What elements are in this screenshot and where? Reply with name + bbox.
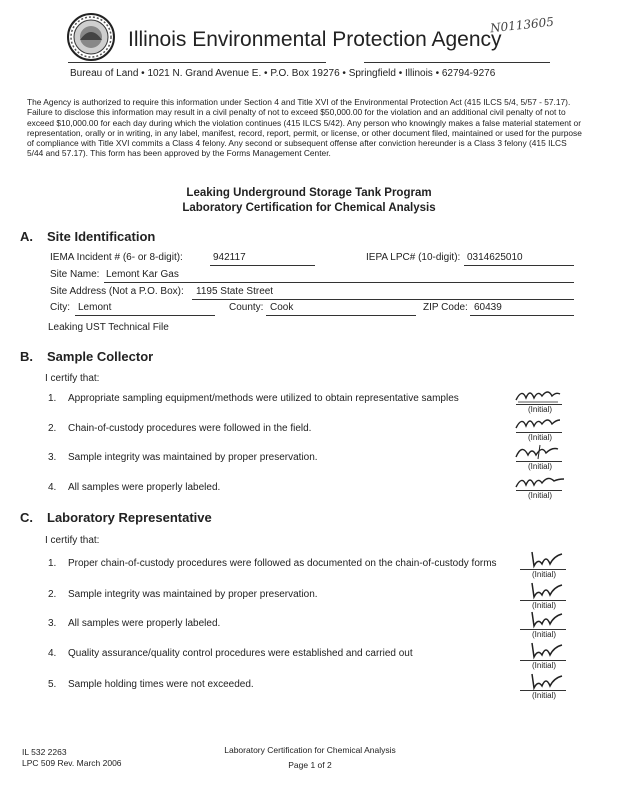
collector-item-number: 3. [48,452,57,463]
initial-label: (Initial) [532,601,557,610]
lab-item-number: 5. [48,679,57,690]
initial-label: (Initial) [532,661,557,670]
lab-item-text: Sample holding times were not exceeded. [68,679,254,690]
initial-label: (Initial) [532,570,557,579]
lab-item-text: Proper chain-of-custody procedures were followed as documented on the chain-of-custody forms [68,558,497,569]
form-revision: LPC 509 Rev. March 2006 [22,758,122,768]
section-b-letter: B. [20,349,33,364]
lab-item-text: Sample integrity was maintained by proper preservation. [68,589,318,600]
collector-item-text: Appropriate sampling equipment/methods were utilized to obtain representative samples [68,393,459,404]
collector-item-number: 1. [48,393,57,404]
section-a-heading: Site Identification [47,229,156,244]
section-c-letter: C. [20,510,33,525]
footer-center [190,743,430,773]
section-a-letter: A. [20,229,33,244]
site-address-label: Site Address (Not a P.O. Box): [50,286,184,297]
site-name-label: Site Name: [50,269,100,280]
form-id: IL 532 2263 [22,747,67,757]
lab-certify-text: I certify that: [45,535,100,546]
collector-item-text: All samples were properly labeled. [68,482,221,493]
initial-label: (Initial) [528,405,553,414]
form-title [0,186,618,216]
initial-label: (Initial) [532,691,557,700]
lab-item-number: 1. [48,558,57,569]
collector-item-text: Chain-of-custody procedures were followed in the field. [68,423,312,434]
zip-code-label: ZIP Code: [423,302,468,313]
agency-title: Illinois Environmental Protection Agency [128,28,502,51]
form-title-line1: Leaking Underground Storage Tank Program [186,187,432,199]
initial-label: (Initial) [528,491,553,500]
page-number: Page 1 of 2 [288,760,332,770]
city-value[interactable]: Lemont [78,302,112,313]
initial-label: (Initial) [528,462,553,471]
legal-notice: The Agency is authorized to require this information under Section 4 and Title XVI of the Environmental Protection Act (415 ILCS 5/4, 5/57 - 57.17). Failure to disclose this information may result in a civil penalty of not to exceed $50,000.00 for the violation and an additional civil penalty of not to exceed $10,000.00 for each day during which the violation continues (415 ILCS 5/42). Any person who knowingly makes a false material statement or representation, orally or in writing, in any label, manifest, record, report, permit, or license, or other document filed, maintained or used for the purpose of compliance with Title XVI commits a Class 4 felony. Any second or subsequent offense after conviction hereunder is a Class 3 felony (415 ILCS 5/44 and 57.17). This form has been approved by the Forms Management Center. [27,97,582,159]
collector-item-text: Sample integrity was maintained by proper preservation. [68,452,318,463]
lab-item-text: All samples were properly labeled. [68,618,221,629]
iepa-lpc-value[interactable]: 0314625010 [467,252,523,263]
initial-label: (Initial) [532,630,557,639]
section-c-heading: Laboratory Representative [47,510,212,525]
collector-certify-text: I certify that: [45,373,100,384]
lab-item-number: 2. [48,589,57,600]
footer-title: Laboratory Certification for Chemical Analysis [224,745,396,755]
iema-incident-label: IEMA Incident # (6- or 8-digit): [50,252,183,263]
collector-item-number: 2. [48,423,57,434]
form-identifier [22,747,122,769]
iema-incident-value[interactable]: 942117 [213,252,246,263]
section-b-heading: Sample Collector [47,349,154,364]
technical-file-label: Leaking UST Technical File [48,322,169,333]
collector-item-number: 4. [48,482,57,493]
county-label: County: [229,302,264,313]
agency-address: Bureau of Land • 1021 N. Grand Avenue E. • P.O. Box 19276 • Springfield • Illinois • 62794-9276 [70,68,496,79]
lab-item-number: 3. [48,618,57,629]
site-address-value[interactable]: 1195 State Street [196,286,274,297]
site-name-value[interactable]: Lemont Kar Gas [106,269,179,280]
lab-item-text: Quality assurance/quality control procedures were established and carried out [68,648,413,659]
city-label: City: [50,302,70,313]
zip-code-value[interactable]: 60439 [474,302,502,313]
initial-label: (Initial) [528,433,553,442]
iepa-lpc-label: IEPA LPC# (10-digit): [366,252,461,263]
handwritten-document-number: N0113605 [489,14,555,36]
county-value[interactable]: Cook [270,302,294,313]
lab-item-number: 4. [48,648,57,659]
form-title-line2: Laboratory Certification for Chemical Analysis [182,202,436,214]
state-seal-logo [66,12,116,62]
